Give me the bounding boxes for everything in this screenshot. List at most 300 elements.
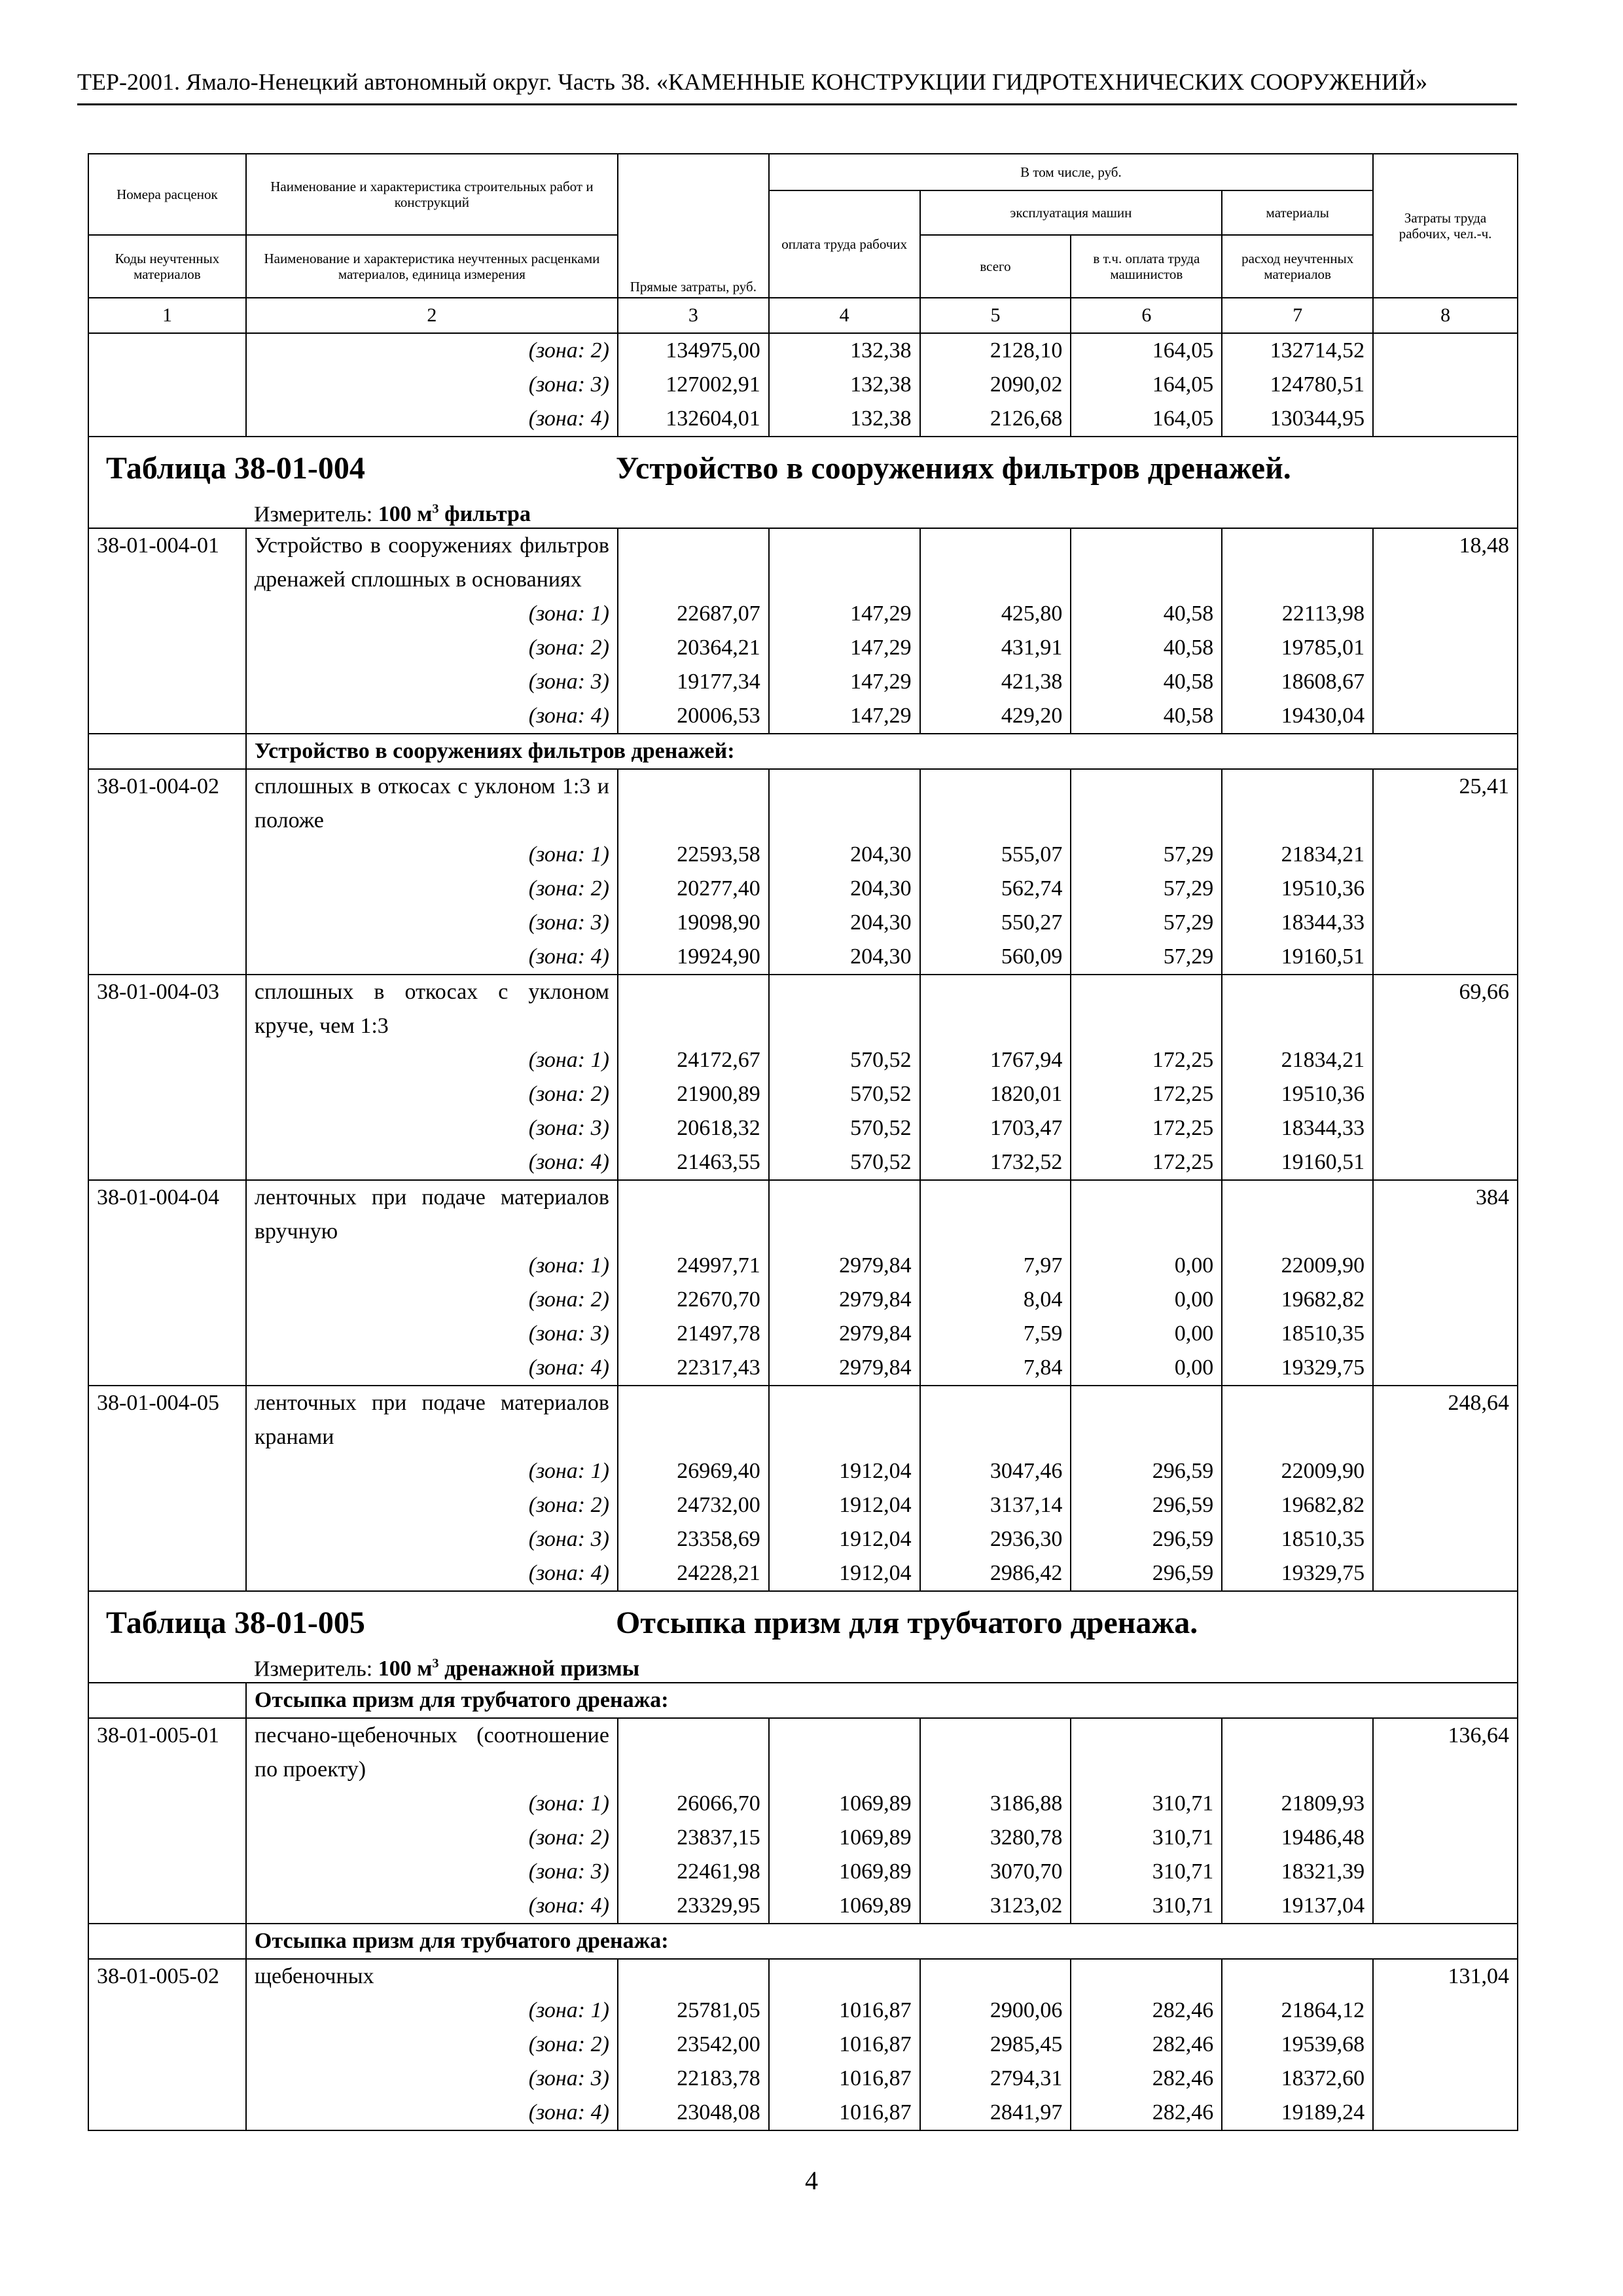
value-cell: 204,30 [769,872,920,906]
zone-row [88,1249,1518,1283]
header-rule [77,103,1517,105]
table-cell [1373,906,1518,940]
value-cell: 23837,15 [618,1821,769,1855]
zone-row [88,1522,1518,1556]
zone-row [88,1077,1518,1111]
zone-label: (зона: 3) [246,1111,618,1145]
col6-header: в т.ч. оплата труда машинистов [1071,235,1222,298]
table-cell [88,1994,246,2028]
table-cell [1373,872,1518,906]
zone-label: (зона: 2) [246,1283,618,1317]
table-cell [1222,975,1373,1043]
value-cell: 296,59 [1071,1556,1222,1591]
value-cell: 0,00 [1071,1283,1222,1317]
value-cell: 164,05 [1071,333,1222,368]
table-cell [88,838,246,872]
table-cell [1373,1317,1518,1351]
value-cell: 7,59 [920,1317,1071,1351]
table-cell [618,528,769,597]
value-cell: 22687,07 [618,597,769,631]
value-cell: 1912,04 [769,1488,920,1522]
rate-row [88,975,1518,1043]
col-number: 4 [769,298,920,333]
zone-label: (зона: 2) [246,2028,618,2062]
table-cell [1373,1283,1518,1317]
value-cell: 147,29 [769,699,920,734]
value-cell: 26969,40 [618,1454,769,1488]
value-cell: 40,58 [1071,665,1222,699]
value-cell: 25781,05 [618,1994,769,2028]
rate-row [88,528,1518,597]
value-cell: 21900,89 [618,1077,769,1111]
zone-row [88,1111,1518,1145]
value-cell: 172,25 [1071,1145,1222,1180]
rate-code: 38-01-005-02 [88,1959,246,1994]
meter-value: 100 м [378,502,433,527]
table-cell [88,906,246,940]
value-cell: 2985,45 [920,2028,1071,2062]
value-cell: 24997,71 [618,1249,769,1283]
zone-row [88,2062,1518,2096]
zone-label: (зона: 1) [246,1043,618,1077]
included-header: В том числе, руб. [769,154,1373,190]
value-cell: 1069,89 [769,1821,920,1855]
zone-row [88,1488,1518,1522]
value-cell: 19160,51 [1222,1145,1373,1180]
zone-label: (зона: 3) [246,906,618,940]
value-cell: 132,38 [769,402,920,437]
table-heading-row [88,1591,1518,1683]
table-cell [1373,1821,1518,1855]
rate-row [88,1718,1518,1787]
rate-description: сплошных в откосах с уклоном круче, чем 1:3 [246,975,618,1043]
value-cell: 18344,33 [1222,906,1373,940]
col-number: 7 [1222,298,1373,333]
value-cell: 2128,10 [920,333,1071,368]
zone-label: (зона: 4) [246,1556,618,1591]
value-cell: 40,58 [1071,699,1222,734]
value-cell: 1912,04 [769,1556,920,1591]
value-cell: 19682,82 [1222,1283,1373,1317]
value-cell: 555,07 [920,838,1071,872]
table-cell [88,1454,246,1488]
table-cell [920,975,1071,1043]
value-cell: 18608,67 [1222,665,1373,699]
meter-value: 100 м [378,1657,433,1681]
zone-row [88,1787,1518,1821]
col8-header: Затраты труда рабочих, чел.-ч. [1373,154,1518,298]
value-cell: 296,59 [1071,1488,1222,1522]
value-cell: 20277,40 [618,872,769,906]
value-cell: 3047,46 [920,1454,1071,1488]
table-heading-row [88,437,1518,528]
value-cell: 22009,90 [1222,1454,1373,1488]
table-cell [769,1180,920,1249]
value-cell: 134975,00 [618,333,769,368]
table-cell [1373,1249,1518,1283]
value-cell: 7,84 [920,1351,1071,1386]
labor-cost: 69,66 [1373,975,1518,1043]
value-cell: 18321,39 [1222,1855,1373,1889]
value-cell: 0,00 [1071,1249,1222,1283]
rate-row [88,1386,1518,1454]
table-cell [1373,1855,1518,1889]
table-cell [1373,1043,1518,1077]
value-cell: 18510,35 [1222,1317,1373,1351]
zone-label: (зона: 3) [246,665,618,699]
table-cell [1373,2096,1518,2130]
table-cell [1222,528,1373,597]
meter-prefix: Измеритель: [254,1657,378,1681]
table-cell [88,1111,246,1145]
table-cell [1373,1994,1518,2028]
rate-description: щебеночных [246,1959,618,1994]
table-cell [88,665,246,699]
table-cell [88,872,246,906]
value-cell: 20006,53 [618,699,769,734]
table-cell [1373,1111,1518,1145]
zone-label: (зона: 3) [246,1855,618,1889]
table-cell [920,769,1071,838]
zone-row [88,1043,1518,1077]
value-cell: 19924,90 [618,940,769,975]
value-cell: 1069,89 [769,1787,920,1821]
zone-row [88,699,1518,734]
table-cell [1373,1787,1518,1821]
value-cell: 127002,91 [618,368,769,402]
table-cell [1222,1386,1373,1454]
value-cell: 124780,51 [1222,368,1373,402]
value-cell: 18344,33 [1222,1111,1373,1145]
value-cell: 296,59 [1071,1454,1222,1488]
zone-label: (зона: 4) [246,1351,618,1386]
value-cell: 8,04 [920,1283,1071,1317]
value-cell: 1912,04 [769,1522,920,1556]
zone-row [88,1889,1518,1924]
col-number: 3 [618,298,769,333]
value-cell: 24228,21 [618,1556,769,1591]
table-meter [89,495,1517,528]
value-cell: 7,97 [920,1249,1071,1283]
value-cell: 421,38 [920,665,1071,699]
zone-row [88,906,1518,940]
zone-label: (зона: 4) [246,940,618,975]
table-cell [1373,838,1518,872]
col2-top-header: Наименование и характеристика строительных работ и конструкций [246,154,618,235]
value-cell: 172,25 [1071,1043,1222,1077]
zone-row [88,1145,1518,1180]
labor-cost: 248,64 [1373,1386,1518,1454]
col5-header: всего [920,235,1071,298]
value-cell: 19486,48 [1222,1821,1373,1855]
rate-row [88,1180,1518,1249]
col4-header: оплата труда рабочих [769,190,920,298]
zone-label: (зона: 3) [246,2062,618,2096]
value-cell: 18510,35 [1222,1522,1373,1556]
table-cell [618,769,769,838]
table-cell [920,1180,1071,1249]
table-cell [88,1249,246,1283]
zone-label: (зона: 3) [246,1522,618,1556]
zone-row [88,1454,1518,1488]
meter-sup: 3 [432,502,439,516]
table-cell [88,1488,246,1522]
table-cell [1071,1959,1222,1994]
zone-row [88,333,1518,368]
table-cell [769,1718,920,1787]
col1-top-header: Номера расценок [88,154,246,235]
value-cell: 562,74 [920,872,1071,906]
value-cell: 164,05 [1071,402,1222,437]
table-cell [920,1386,1071,1454]
labor-cost: 384 [1373,1180,1518,1249]
subheading: Отсыпка призм для трубчатого дренажа: [246,1683,1518,1718]
zone-row [88,1994,1518,2028]
table-cell [1373,1077,1518,1111]
table-cell [88,333,246,368]
value-cell: 40,58 [1071,597,1222,631]
table-cell [88,1043,246,1077]
rate-description: ленточных при подаче материалов вручную [246,1180,618,1249]
value-cell: 22183,78 [618,2062,769,2096]
zone-row [88,1317,1518,1351]
table-cell [88,402,246,437]
zone-label: (зона: 2) [246,333,618,368]
value-cell: 132,38 [769,333,920,368]
table-cell [88,1924,246,1959]
table-cell [88,1889,246,1924]
value-cell: 24732,00 [618,1488,769,1522]
rate-row [88,1959,1518,1994]
value-cell: 204,30 [769,838,920,872]
rates-table [88,153,1518,2131]
table-cell [1373,368,1518,402]
table-cell [88,1077,246,1111]
value-cell: 147,29 [769,665,920,699]
zone-label: (зона: 4) [246,2096,618,2130]
value-cell: 2936,30 [920,1522,1071,1556]
labor-cost: 131,04 [1373,1959,1518,1994]
subheading: Устройство в сооружениях фильтров дренажей: [246,734,1518,769]
col3-header: Прямые затраты, руб. [618,154,769,298]
value-cell: 18372,60 [1222,2062,1373,2096]
table-cell [88,734,246,769]
value-cell: 2841,97 [920,2096,1071,2130]
value-cell: 1912,04 [769,1454,920,1488]
zone-label: (зона: 1) [246,838,618,872]
table-cell [618,975,769,1043]
rate-description: песчано-щебеночных (соотношение по проекту) [246,1718,618,1787]
col-number: 2 [246,298,618,333]
subheading-row [88,1924,1518,1959]
value-cell: 3137,14 [920,1488,1071,1522]
table-title: Устройство в сооружениях фильтров дренажей. [616,451,1291,486]
table-cell [1373,1488,1518,1522]
machines-header: эксплуатация машин [920,190,1222,235]
table-cell [1071,1386,1222,1454]
value-cell: 570,52 [769,1043,920,1077]
table-cell [88,1145,246,1180]
value-cell: 1069,89 [769,1889,920,1924]
zone-label: (зона: 1) [246,1994,618,2028]
value-cell: 282,46 [1071,2028,1222,2062]
value-cell: 23329,95 [618,1889,769,1924]
zone-row [88,1556,1518,1591]
value-cell: 310,71 [1071,1889,1222,1924]
value-cell: 132714,52 [1222,333,1373,368]
table-cell [769,1959,920,1994]
value-cell: 1016,87 [769,1994,920,2028]
table-cell [1373,1351,1518,1386]
zone-row [88,597,1518,631]
table-cell [88,1683,246,1718]
table-cell [88,1855,246,1889]
table-cell [88,631,246,665]
zone-label: (зона: 1) [246,1249,618,1283]
zone-row [88,402,1518,437]
zone-row [88,940,1518,975]
value-cell: 19329,75 [1222,1556,1373,1591]
table-cell [1373,1454,1518,1488]
table-cell [88,2096,246,2130]
zone-label: (зона: 2) [246,1821,618,1855]
zone-row [88,872,1518,906]
table-cell [920,528,1071,597]
value-cell: 22009,90 [1222,1249,1373,1283]
zone-label: (зона: 1) [246,597,618,631]
value-cell: 2126,68 [920,402,1071,437]
table-cell [1222,1718,1373,1787]
table-cell [1373,699,1518,734]
value-cell: 147,29 [769,631,920,665]
meter-suffix: дренажной призмы [438,1657,640,1681]
table-cell [1373,1556,1518,1591]
value-cell: 2979,84 [769,1249,920,1283]
value-cell: 310,71 [1071,1787,1222,1821]
zone-row [88,1283,1518,1317]
value-cell: 570,52 [769,1145,920,1180]
rate-code: 38-01-004-02 [88,769,246,838]
table-cell [769,975,920,1043]
zone-row [88,1821,1518,1855]
value-cell: 19137,04 [1222,1889,1373,1924]
value-cell: 3070,70 [920,1855,1071,1889]
value-cell: 20364,21 [618,631,769,665]
table-cell [88,1283,246,1317]
value-cell: 1732,52 [920,1145,1071,1180]
zone-label: (зона: 3) [246,1317,618,1351]
table-cell [88,2028,246,2062]
value-cell: 21864,12 [1222,1994,1373,2028]
col2-bottom-header: Наименование и характеристика неучтенных расценками материалов, единица измерения [246,235,618,298]
col-number: 8 [1373,298,1518,333]
value-cell: 1767,94 [920,1043,1071,1077]
value-cell: 57,29 [1071,872,1222,906]
meter-prefix: Измеритель: [254,502,378,527]
table-cell [1222,1180,1373,1249]
value-cell: 282,46 [1071,1994,1222,2028]
zone-label: (зона: 4) [246,1145,618,1180]
subheading: Отсыпка призм для трубчатого дренажа: [246,1924,1518,1959]
zone-row [88,368,1518,402]
table-cell [1373,631,1518,665]
table-label: Таблица 38-01-004 [106,451,365,486]
rate-description: сплошных в откосах с уклоном 1:3 и положе [246,769,618,838]
value-cell: 19539,68 [1222,2028,1373,2062]
table-cell [769,1386,920,1454]
table-cell [920,1718,1071,1787]
table-cell [1373,402,1518,437]
table-heading [88,1591,1518,1683]
table-cell [88,2062,246,2096]
value-cell: 20618,32 [618,1111,769,1145]
value-cell: 1069,89 [769,1855,920,1889]
col-number: 6 [1071,298,1222,333]
col-number: 1 [88,298,246,333]
value-cell: 429,20 [920,699,1071,734]
table-cell [1222,769,1373,838]
table-cell [88,368,246,402]
value-cell: 23542,00 [618,2028,769,2062]
value-cell: 22461,98 [618,1855,769,1889]
value-cell: 2986,42 [920,1556,1071,1591]
value-cell: 1016,87 [769,2028,920,2062]
table-cell [88,1556,246,1591]
value-cell: 1820,01 [920,1077,1071,1111]
zone-row [88,1855,1518,1889]
value-cell: 2090,02 [920,368,1071,402]
value-cell: 1016,87 [769,2096,920,2130]
value-cell: 282,46 [1071,2096,1222,2130]
table-cell [88,1317,246,1351]
table-cell [618,1386,769,1454]
subheading-row [88,1683,1518,1718]
value-cell: 296,59 [1071,1522,1222,1556]
value-cell: 2794,31 [920,2062,1071,2096]
table-cell [1373,2062,1518,2096]
value-cell: 19189,24 [1222,2096,1373,2130]
value-cell: 147,29 [769,597,920,631]
table-cell [1071,769,1222,838]
value-cell: 23048,08 [618,2096,769,2130]
subheading-row [88,734,1518,769]
zone-row [88,838,1518,872]
value-cell: 23358,69 [618,1522,769,1556]
value-cell: 570,52 [769,1111,920,1145]
table-cell [1222,1959,1373,1994]
table-title: Отсыпка призм для трубчатого дренажа. [616,1605,1198,1640]
value-cell: 21497,78 [618,1317,769,1351]
labor-cost: 18,48 [1373,528,1518,597]
table-cell [88,1351,246,1386]
value-cell: 1703,47 [920,1111,1071,1145]
value-cell: 19098,90 [618,906,769,940]
value-cell: 57,29 [1071,940,1222,975]
value-cell: 132,38 [769,368,920,402]
zone-label: (зона: 3) [246,368,618,402]
table-cell [1373,1889,1518,1924]
table-cell [88,699,246,734]
value-cell: 310,71 [1071,1821,1222,1855]
table-cell [1373,665,1518,699]
value-cell: 2979,84 [769,1283,920,1317]
rate-description: ленточных при подаче материалов кранами [246,1386,618,1454]
value-cell: 22670,70 [618,1283,769,1317]
value-cell: 431,91 [920,631,1071,665]
value-cell: 19329,75 [1222,1351,1373,1386]
meter-suffix: фильтра [438,502,531,527]
zone-label: (зона: 2) [246,1488,618,1522]
